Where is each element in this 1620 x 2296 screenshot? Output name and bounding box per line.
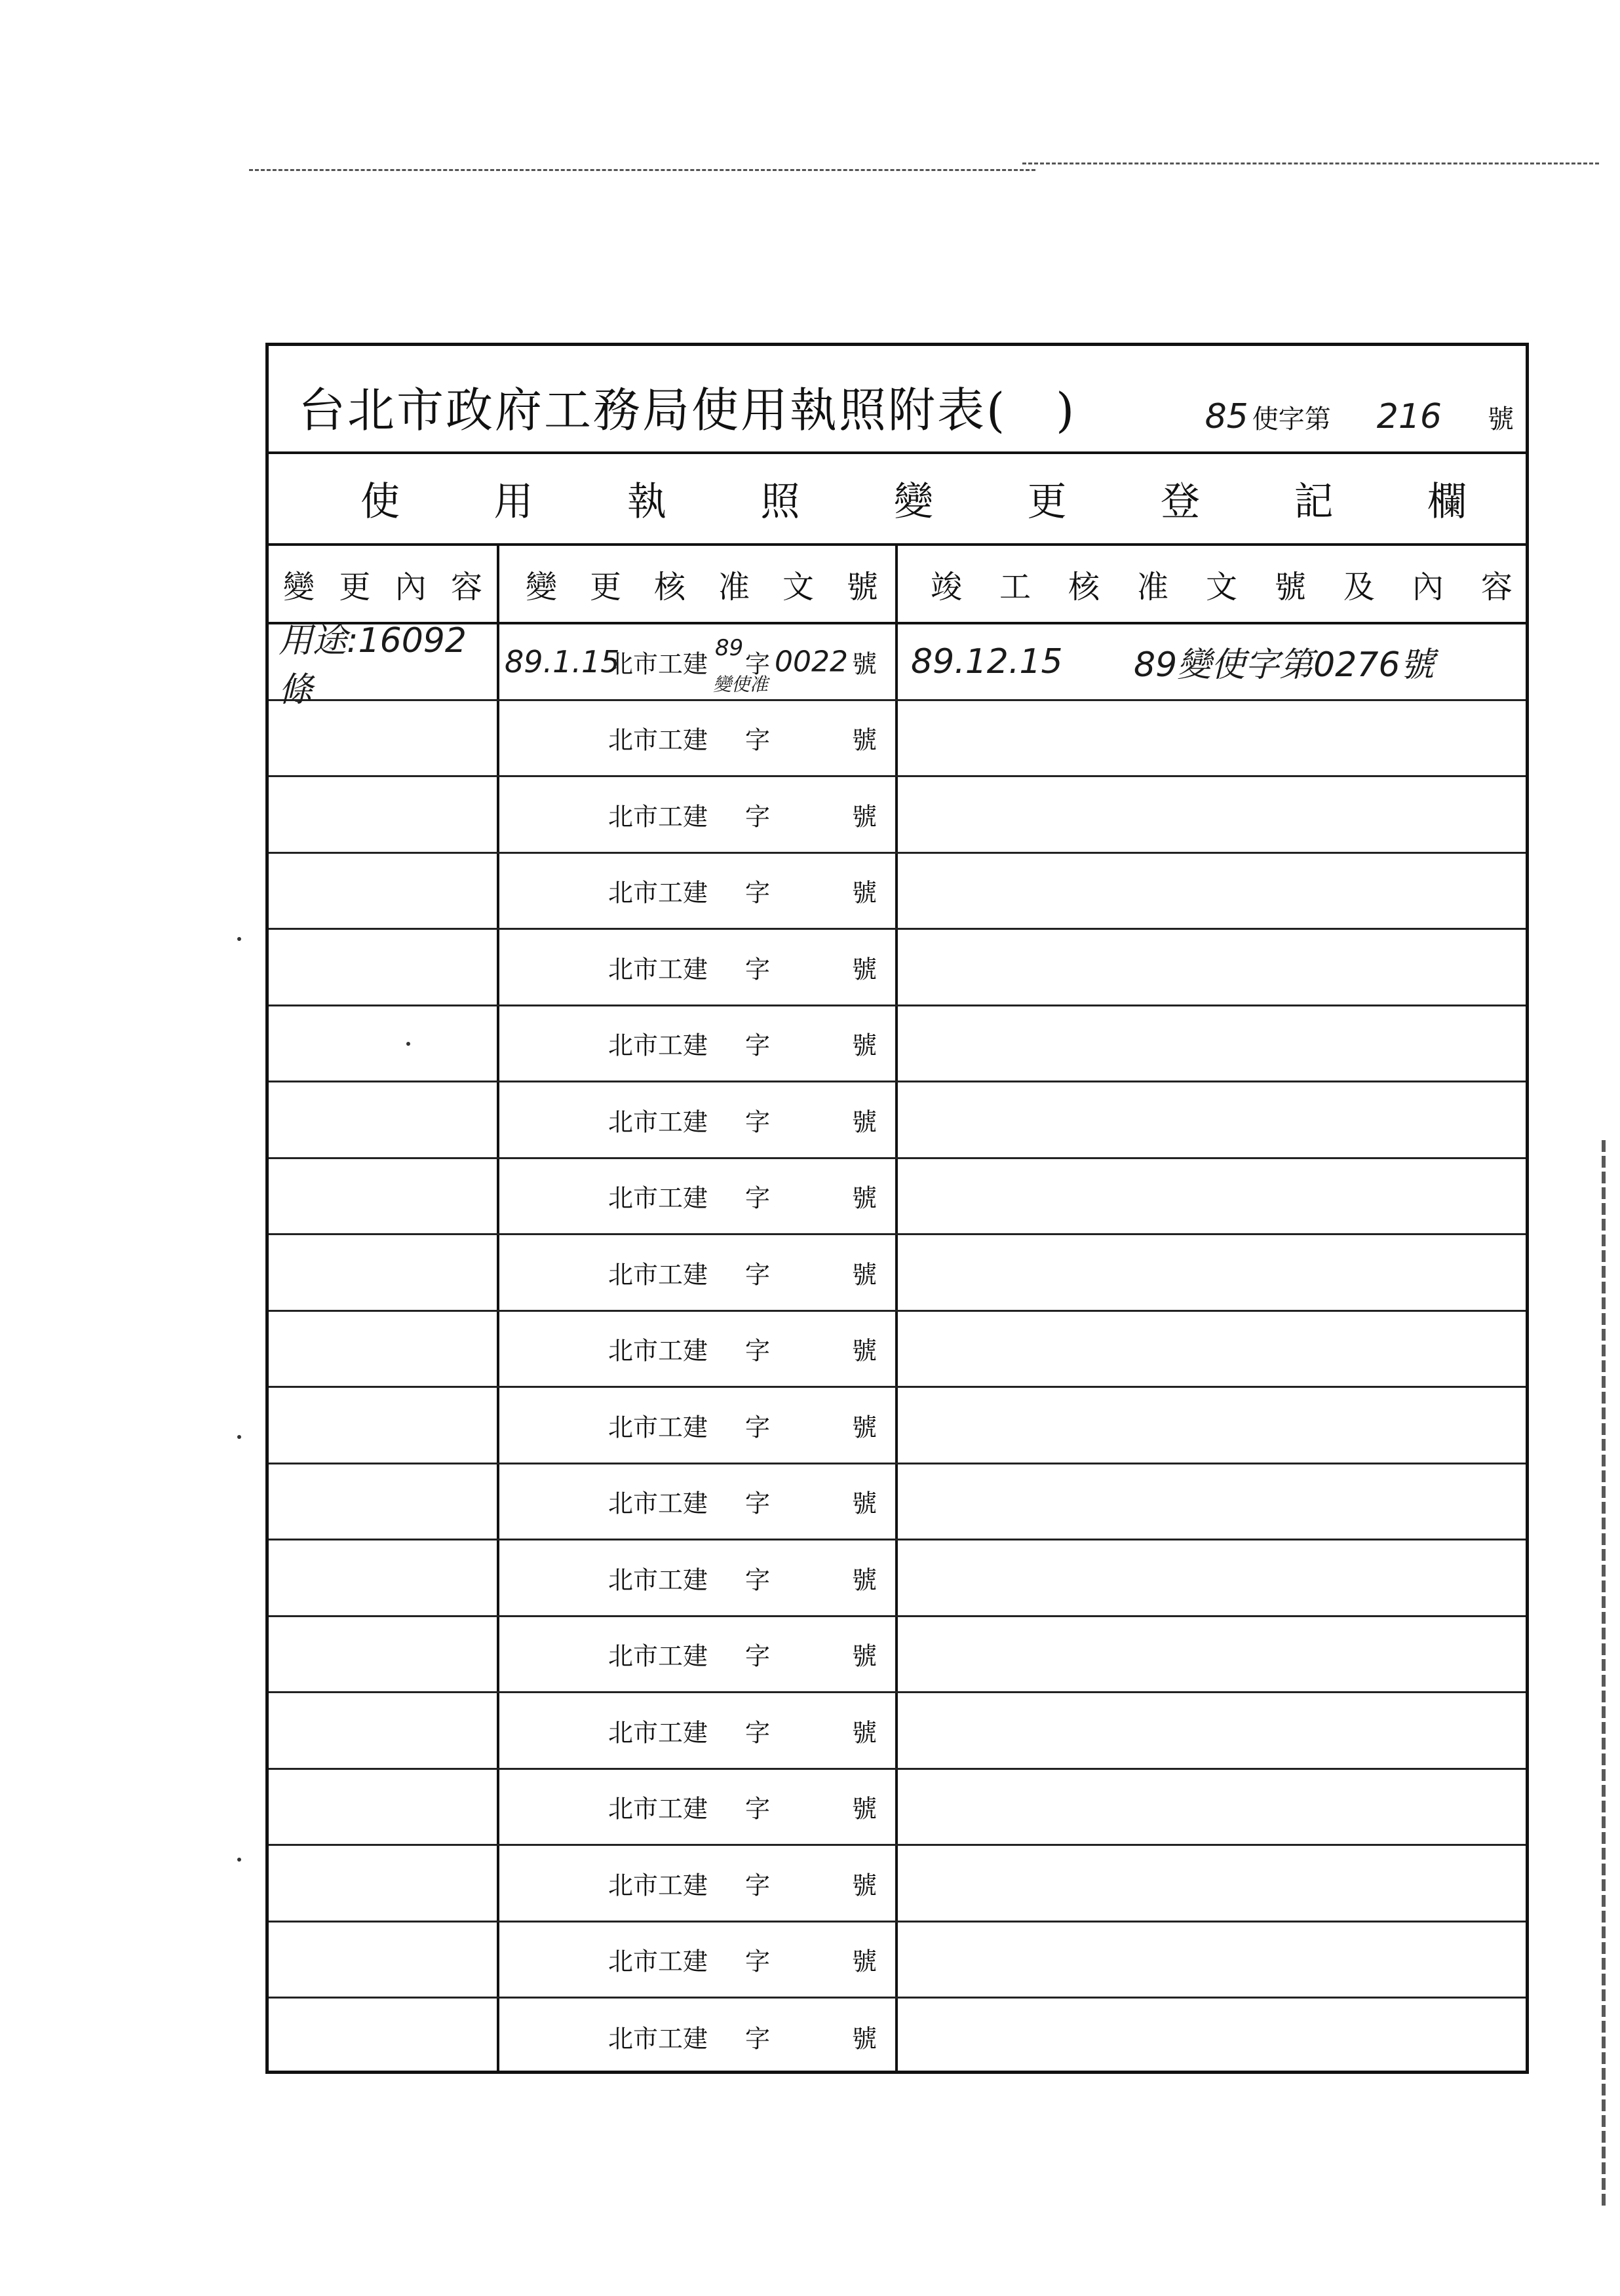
header-char: 文 (1205, 568, 1237, 605)
section-char: 照 (760, 479, 800, 525)
approval-prefix: 北市工建 (608, 1107, 708, 1137)
approval-hao-label: 號 (852, 878, 878, 908)
change-content-cell (269, 1617, 499, 1692)
table-row (269, 1388, 1526, 1464)
table-row (269, 1617, 1526, 1694)
license-suffix-label: 號 (1488, 404, 1514, 434)
completion-approval-cell (898, 701, 1526, 776)
header-char: 變 (526, 568, 558, 605)
license-year: 85 (1205, 397, 1248, 436)
scan-artifact-top-line-right (1022, 163, 1599, 164)
completion-approval-cell (898, 1617, 1526, 1692)
change-content-cell (269, 1999, 499, 2075)
completion-approval-cell (898, 1693, 1526, 1768)
header-change-approval (499, 546, 898, 622)
change-approval-cell (499, 1540, 898, 1615)
completion-approval-cell (898, 1159, 1526, 1234)
approval-prefix: 北市工建 (608, 955, 708, 984)
approval-zi-label: 字 (745, 1183, 771, 1213)
approval-hao-label: 號 (852, 1489, 878, 1518)
approval-zi-label: 字 (745, 1947, 771, 1976)
change-approval-cell (499, 1388, 898, 1463)
section-char: 使 (360, 479, 400, 525)
header-char: 文 (782, 568, 814, 605)
change-content-cell (269, 1082, 499, 1157)
approval-prefix: 北市工建 (608, 2024, 708, 2054)
approval-hao-label: 號 (852, 1641, 878, 1671)
completion-approval-cell (898, 1770, 1526, 1845)
approval-zi-label: 字 (745, 1031, 771, 1060)
table-row (269, 1464, 1526, 1541)
table-row (269, 1235, 1526, 1312)
header-char: 准 (718, 568, 750, 605)
approval-zi-label: 字 (745, 1718, 771, 1748)
completion-approval-cell (898, 1082, 1526, 1157)
approval-zi-label: 字 (745, 1641, 771, 1671)
scan-artifact-right-edge (1602, 1140, 1606, 2208)
change-approval-cell (499, 1235, 898, 1310)
approval-prefix: 北市工建 (608, 1718, 708, 1748)
header-char: 核 (1068, 568, 1100, 605)
approval-hao-label: 號 (852, 2024, 878, 2054)
change-content-cell (269, 1159, 499, 1234)
table-row (269, 930, 1526, 1006)
approval-hao-label: 號 (852, 802, 878, 832)
approval-hao-label: 號 (852, 1413, 878, 1442)
approval-prefix: 北市工建 (608, 1871, 708, 1900)
approval-prefix: 北市工建 (608, 1565, 708, 1595)
header-char: 及 (1343, 568, 1375, 605)
change-content-cell (269, 1540, 499, 1615)
section-char: 登 (1161, 479, 1200, 525)
section-char: 欄 (1427, 479, 1467, 525)
completion-approval-cell (898, 1923, 1526, 1997)
registration-rows (269, 621, 1526, 2075)
header-completion-approval (898, 546, 1526, 622)
approval-prefix: 北市工建 (608, 878, 708, 908)
header-char: 更 (339, 568, 371, 605)
header-char: 竣 (931, 568, 963, 605)
change-content-cell (269, 1006, 499, 1081)
completion-approval-cell (898, 1388, 1526, 1463)
approval-prefix: 北市工建 (608, 802, 708, 832)
change-content-cell (269, 1923, 499, 1997)
approval-number: 0022 (775, 645, 848, 679)
table-row (269, 1999, 1526, 2075)
approval-zi-label: 字 (745, 802, 771, 832)
approval-year: 89 (715, 635, 744, 661)
change-content-cell (269, 1770, 499, 1845)
approval-zi-label: 字 (745, 955, 771, 984)
scan-speck (237, 1858, 241, 1862)
approval-zi-label: 字 (745, 2024, 771, 2054)
table-row (269, 1006, 1526, 1083)
approval-zi-label: 字 (745, 1107, 771, 1137)
approval-hao-label: 號 (852, 955, 878, 984)
change-content-cell (269, 1388, 499, 1463)
approval-hao-label: 號 (852, 1794, 878, 1824)
change-approval-cell (499, 1464, 898, 1539)
approval-hao-label: 號 (852, 1107, 878, 1137)
change-approval-cell (499, 1999, 898, 2075)
change-approval-cell (499, 1617, 898, 1692)
approval-prefix: 北市工建 (608, 1031, 708, 1060)
completion-approval-cell (898, 777, 1526, 852)
form-title: 台北市政府工務局使用執照附表( ) (298, 383, 1077, 438)
license-number: 216 (1376, 397, 1442, 436)
change-approval-cell (499, 1923, 898, 1997)
change-approval-cell (499, 1770, 898, 1845)
approval-prefix: 北市工建 (608, 1413, 708, 1442)
change-content-cell (269, 854, 499, 928)
approval-prefix: 北市工建 (608, 725, 708, 755)
change-content-cell (269, 1464, 499, 1539)
completion-approval-cell (898, 1006, 1526, 1081)
change-approval-cell (499, 1846, 898, 1921)
approval-zi-label: 字 (745, 1413, 771, 1442)
completion-approval-cell (898, 854, 1526, 928)
table-row (269, 1082, 1526, 1159)
change-content-cell (269, 1693, 499, 1768)
section-char: 用 (493, 479, 533, 525)
header-char: 變 (283, 568, 315, 605)
header-char: 工 (999, 568, 1031, 605)
form-title-row (269, 346, 1526, 454)
header-char: 容 (1480, 568, 1513, 605)
header-char: 內 (395, 568, 427, 605)
section-char: 更 (1027, 479, 1067, 525)
change-approval-cell (499, 1693, 898, 1768)
approval-hao-label: 號 (852, 1565, 878, 1595)
table-row (269, 1770, 1526, 1846)
approval-hao-label: 號 (852, 1031, 878, 1060)
completion-approval-cell (898, 1235, 1526, 1310)
change-approval-cell (499, 1006, 898, 1081)
approval-hao-label: 號 (852, 725, 878, 755)
table-row (269, 1846, 1526, 1923)
change-approval-cell (499, 624, 898, 699)
approval-prefix: 北市工建 (608, 1260, 708, 1290)
change-content-cell (269, 1846, 499, 1921)
change-content-cell (269, 1235, 499, 1310)
approval-zi-label: 字 (745, 1565, 771, 1595)
approval-zi-label: 字 (745, 878, 771, 908)
approval-prefix: 北市工建 (608, 1336, 708, 1366)
table-row (269, 854, 1526, 930)
change-content-cell (269, 621, 499, 710)
change-content: 用途:16092條 (279, 621, 467, 710)
change-approval-cell (499, 701, 898, 776)
completion-approval-cell (898, 1312, 1526, 1387)
table-row (269, 777, 1526, 854)
approval-hao-label: 號 (852, 1183, 878, 1213)
approval-prefix: 北市工建 (608, 649, 708, 679)
change-approval-cell (499, 1312, 898, 1387)
change-content-cell (269, 701, 499, 776)
approval-category: 變使准 (713, 674, 769, 695)
approval-zi-label: 字 (745, 649, 771, 679)
section-char: 記 (1294, 479, 1334, 525)
approval-hao-label: 號 (852, 1871, 878, 1900)
section-char: 執 (627, 479, 666, 525)
header-char: 准 (1136, 568, 1168, 605)
approval-zi-label: 字 (745, 1794, 771, 1824)
approval-zi-label: 字 (745, 1489, 771, 1518)
approval-zi-label: 字 (745, 1336, 771, 1366)
change-approval-cell (499, 1159, 898, 1234)
scan-speck (237, 1435, 241, 1439)
completion-approval-cell (898, 624, 1526, 699)
change-approval-cell (499, 930, 898, 1004)
header-change-content (269, 546, 499, 622)
section-title-row (269, 454, 1526, 546)
approval-prefix: 北市工建 (608, 1947, 708, 1976)
approval-prefix: 北市工建 (608, 1183, 708, 1213)
change-content-cell (269, 930, 499, 1004)
table-row (269, 1159, 1526, 1236)
completion-text: 89變使字第0276號 (1134, 645, 1435, 685)
change-content-cell (269, 1312, 499, 1387)
approval-hao-label: 號 (852, 1718, 878, 1748)
usage-license-appendix-form (265, 343, 1529, 2074)
approval-zi-label: 字 (745, 725, 771, 755)
table-row (269, 701, 1526, 778)
completion-approval-cell (898, 930, 1526, 1004)
header-char: 容 (450, 568, 482, 605)
table-row (269, 1540, 1526, 1617)
table-row (269, 1312, 1526, 1388)
license-number-field (1205, 397, 1514, 436)
approval-zi-label: 字 (745, 1260, 771, 1290)
change-approval-cell (499, 854, 898, 928)
header-char: 號 (1274, 568, 1306, 605)
table-row (269, 621, 1526, 710)
completion-approval-cell (898, 1464, 1526, 1539)
approval-prefix: 北市工建 (608, 1641, 708, 1671)
table-row (269, 1693, 1526, 1770)
approval-date: 89.1.15 (505, 643, 620, 679)
approval-hao-label: 號 (852, 1947, 878, 1976)
license-mid-label: 使字第 (1252, 404, 1331, 434)
completion-approval-cell (898, 1999, 1526, 2075)
table-row (269, 1923, 1526, 1999)
scan-artifact-top-line (249, 169, 1035, 171)
approval-hao-label: 號 (852, 1336, 878, 1366)
approval-zi-label: 字 (745, 1871, 771, 1900)
change-approval-cell (499, 777, 898, 852)
header-char: 核 (653, 568, 685, 605)
section-char: 變 (894, 479, 933, 525)
approval-prefix: 北市工建 (608, 1489, 708, 1518)
header-char: 號 (846, 568, 878, 605)
change-content-cell (269, 777, 499, 852)
approval-prefix: 北市工建 (608, 1794, 708, 1824)
approval-hao-label: 號 (852, 649, 878, 679)
header-char: 更 (589, 568, 621, 605)
header-char: 內 (1412, 568, 1444, 605)
approval-hao-label: 號 (852, 1260, 878, 1290)
completion-approval-cell (898, 1540, 1526, 1615)
scan-speck (237, 937, 241, 941)
completion-date: 89.12.15 (911, 641, 1063, 681)
change-approval-cell (499, 1082, 898, 1157)
completion-approval-cell (898, 1846, 1526, 1921)
